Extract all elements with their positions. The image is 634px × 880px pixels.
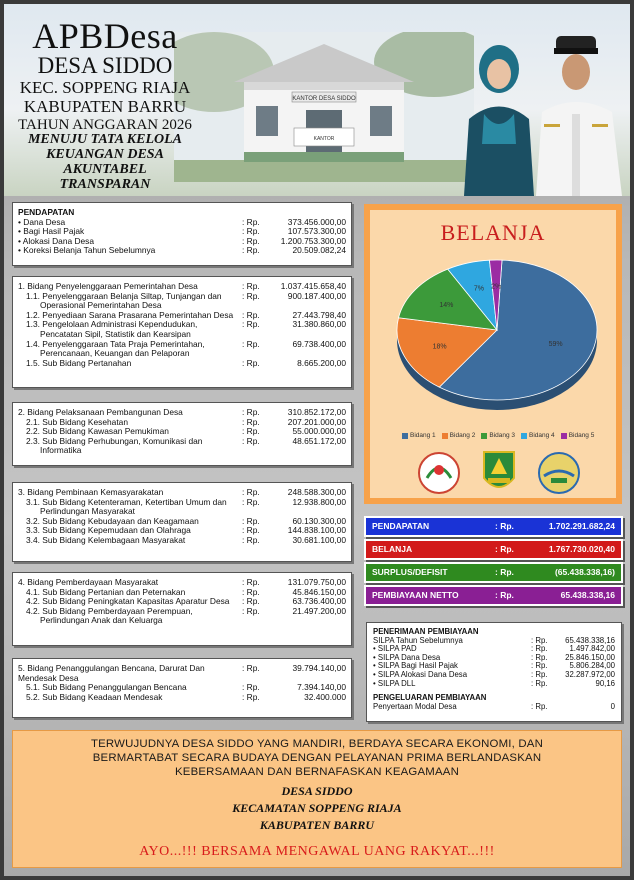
silpa-item-row: • SILPA Alokasi Dana Desa : Rp. 32.287.972,00	[373, 671, 615, 680]
subbidang-row: 3.2. Sub Bidang Kebudayaan dan Keagamaan : Rp. 60.130.300,00	[26, 515, 346, 526]
motto-line: AKUNTABEL	[63, 162, 147, 177]
pie-data-label: 7%	[473, 285, 485, 293]
village-identity	[13, 783, 621, 834]
silpa-item-row: • SILPA PAD : Rp. 1.497.842,00	[373, 645, 615, 654]
pendapatan-row: • Koreksi Belanja Tahun Sebelumnya : Rp. 20.509.082,24	[18, 246, 346, 256]
bidang-head: 3. Bidang Pembinaan Kemasyarakatan : Rp. 248.588.300,00	[18, 487, 346, 497]
pendapatan-title: PENDAPATAN	[18, 207, 75, 217]
pie-data-label: 59%	[548, 341, 563, 349]
vision-line: TERWUJUDNYA DESA SIDDO YANG MANDIRI, BERDAYA SECARA EKONOMI, DAN	[90, 738, 544, 750]
pengeluaran-title: PENGELUARAN PEMBIAYAAN	[373, 693, 487, 703]
legend-swatch	[442, 433, 448, 439]
silpa-row: SILPA Tahun Sebelumnya : Rp. 65.438.338,16	[373, 635, 615, 645]
legend-label: Bidang 1	[410, 432, 436, 439]
subbidang-row: 4.1. Sub Bidang Pertanian dan Peternakan : Rp. 45.846.150,00	[26, 586, 346, 597]
vision-text	[13, 737, 621, 779]
summary-pendapatan: PENDAPATAN : Rp. 1.702.291.682,24	[366, 518, 621, 535]
penerimaan-title: PENERIMAAN PEMBIAYAAN	[373, 627, 479, 636]
budget-year: TAHUN ANGGARAN 2026	[18, 117, 192, 133]
summary-belanja: BELANJA : Rp. 1.767.730.020,40	[366, 541, 621, 558]
subbidang-row: 2.3. Sub Bidang Perhubungan, Komunikasi dan Informatika : Rp. 48.651.172,00	[26, 435, 346, 456]
penyertaan-row: Penyertaan Modal Desa : Rp. 0	[373, 701, 615, 711]
chart-title: BELANJA	[440, 220, 546, 245]
motto-line: KEUANGAN DESA	[46, 147, 164, 162]
barru-regency-logo-icon	[484, 452, 514, 487]
footer-regency: KABUPATEN BARRU	[259, 818, 375, 832]
bidang3-panel	[12, 482, 352, 562]
pendapatan-row: • Alokasi Dana Desa : Rp. 1.200.753.300,00	[18, 237, 346, 247]
subbidang-row: 5.1. Sub Bidang Penanggulangan Bencana : Rp. 7.394.140,00	[26, 682, 346, 693]
bidang5-panel	[12, 658, 352, 718]
subbidang-row: 1.3. Pengelolaan Administrasi Kependudukan, Pencatatan Sipil, Statistik dan Kearsipan : Rp. 31.380.860,00	[26, 319, 346, 339]
office-plaque-text: KANTOR	[313, 136, 335, 142]
belanja-chart-box	[364, 204, 622, 504]
belanja-pie-chart	[392, 252, 602, 417]
legend-item	[402, 432, 436, 439]
subbidang-row: 3.3. Sub Bidang Kepemudaan dan Olahraga : Rp. 144.838.100,00	[26, 525, 346, 536]
subbidang-row: 4.2. Sub Bidang Pemberdayaan Perempuan, Perlindungan Anak dan Keluarga : Rp. 21.497.200,00	[26, 605, 346, 626]
footer-village: DESA SIDDO	[281, 784, 353, 798]
bidang4-panel	[12, 572, 352, 646]
legend-swatch	[521, 433, 527, 439]
subbidang-row: 2.2. Sub Bidang Kawasan Pemukiman : Rp. 55.000.000,00	[26, 426, 346, 437]
legend-item	[481, 432, 515, 439]
subbidang-row: 1.1. Penyelenggaraan Belanja Siltap, Tunjangan dan Operasional Pemerintahan Desa : Rp. 900.187.400,00	[26, 290, 346, 311]
motto-line: MENUJU TATA KELOLA	[27, 132, 183, 147]
subbidang-row: 1.2. Penyediaan Sarana Prasarana Pemerintahan Desa : Rp. 27.443.798,40	[26, 309, 346, 320]
district-name: KEC. SOPPENG RIAJA	[19, 78, 191, 97]
motto	[10, 132, 200, 192]
legend-label: Bidang 2	[449, 432, 476, 439]
chart-legend	[402, 432, 602, 439]
bidang2-panel	[12, 402, 352, 466]
legend-item	[561, 432, 595, 439]
legend-label: Bidang 3	[489, 432, 516, 439]
legend-label: Bidang 5	[568, 432, 595, 439]
pie-data-label: 18%	[432, 343, 447, 351]
legend-label: Bidang 4	[529, 432, 555, 439]
legend-swatch	[561, 433, 567, 439]
slogan: AYO...!!! BERSAMA MENGAWAL UANG RAKYAT...!!!	[139, 844, 495, 859]
summary-pembiayaan-netto: PEMBIAYAAN NETTO : Rp. 65.438.338,16	[366, 587, 621, 604]
page-title: APBDesa	[32, 16, 178, 56]
silpa-item-row: • SILPA DLL : Rp. 90,16	[373, 680, 615, 689]
legend-swatch	[481, 433, 487, 439]
bidang1-panel	[12, 276, 352, 388]
village-name: DESA SIDDO	[37, 53, 173, 78]
silpa-item-row: • SILPA Dana Desa : Rp. 25.846.150,00	[373, 654, 615, 663]
legend-item	[521, 432, 555, 439]
pendapatan-row: • Dana Desa : Rp. 373.456.000,00	[18, 218, 346, 228]
subbidang-row: 1.5. Sub Bidang Pertanahan : Rp. 8.665.200,00	[26, 357, 346, 368]
subbidang-row: 1.4. Penyelenggaraan Tata Praja Pemerintahan, Perencanaan, Keuangan dan Pelaporan : Rp. 69.738.400,00	[26, 338, 346, 359]
subbidang-row: 3.4. Sub Bidang Kelembagaan Masyarakat : Rp. 30.681.100,00	[26, 534, 346, 545]
bidang-head: 4. Bidang Pemberdayaan Masyarakat : Rp. 131.079.750,00	[18, 577, 346, 587]
bidang-head: 1. Bidang Penyelenggaraan Pemerintahan Desa : Rp. 1.037.415.658,40	[18, 281, 346, 291]
village-officials-photo	[444, 24, 630, 196]
subbidang-row: 3.1. Sub Bidang Ketenteraman, Ketertiban Umum dan Perlindungan Masyarakat : Rp. 12.938.800,00	[26, 496, 346, 517]
logos-row	[414, 448, 584, 498]
subbidang-row: 5.2. Sub Bidang Keadaan Mendesak : Rp. 32.400.000	[26, 691, 346, 702]
vision-line: KEBERSAMAAN DAN BERNAFASKAN KEAGAMAAN	[174, 766, 459, 778]
ministry-logo-icon	[419, 453, 459, 493]
summary-surplus-defisit: SURPLUS/DEFISIT : Rp. (65.438.338,16)	[366, 564, 621, 581]
pendapatan-row: • Bagi Hasil Pajak : Rp. 107.573.300,00	[18, 227, 346, 237]
pie-data-label: 2%	[491, 283, 502, 291]
regency-name: KABUPATEN BARRU	[23, 97, 187, 116]
legend-swatch	[402, 433, 408, 439]
pendapatan-panel	[12, 202, 352, 266]
office-sign-text: KANTOR DESA SIDDO	[292, 96, 356, 102]
bidang-head: 2. Bidang Pelaksanaan Pembangunan Desa : Rp. 310.852.172,00	[18, 407, 346, 417]
motto-line: TRANSPARAN	[59, 177, 151, 192]
subbidang-row: 2.1. Sub Bidang Kesehatan : Rp. 207.201.000,00	[26, 416, 346, 427]
sulsel-province-logo-icon	[539, 453, 579, 493]
village-office-illustration	[174, 32, 474, 182]
title-block	[10, 18, 200, 134]
pie-data-label: 14%	[439, 301, 454, 309]
silpa-item-row: • SILPA Bagi Hasil Pajak : Rp. 5.806.284,00	[373, 662, 615, 671]
subbidang-row: 4.2. Sub Bidang Peningkatan Kapasitas Aparatur Desa : Rp. 63.736.400,00	[26, 596, 346, 607]
vision-line: BERMARTABAT SECARA BUDAYA DENGAN PELAYANAN PRIMA BERLANDASKAN	[92, 752, 542, 764]
header-banner	[4, 4, 630, 196]
legend-item	[442, 432, 476, 439]
vision-footer	[12, 730, 622, 868]
pembiayaan-panel	[366, 622, 622, 722]
bidang-head: 5. Bidang Penanggulangan Bencana, Darurat Dan Mendesak Desa : Rp. 39.794.140,00	[18, 663, 346, 683]
footer-district: KECAMATAN SOPPENG RIAJA	[232, 801, 402, 815]
